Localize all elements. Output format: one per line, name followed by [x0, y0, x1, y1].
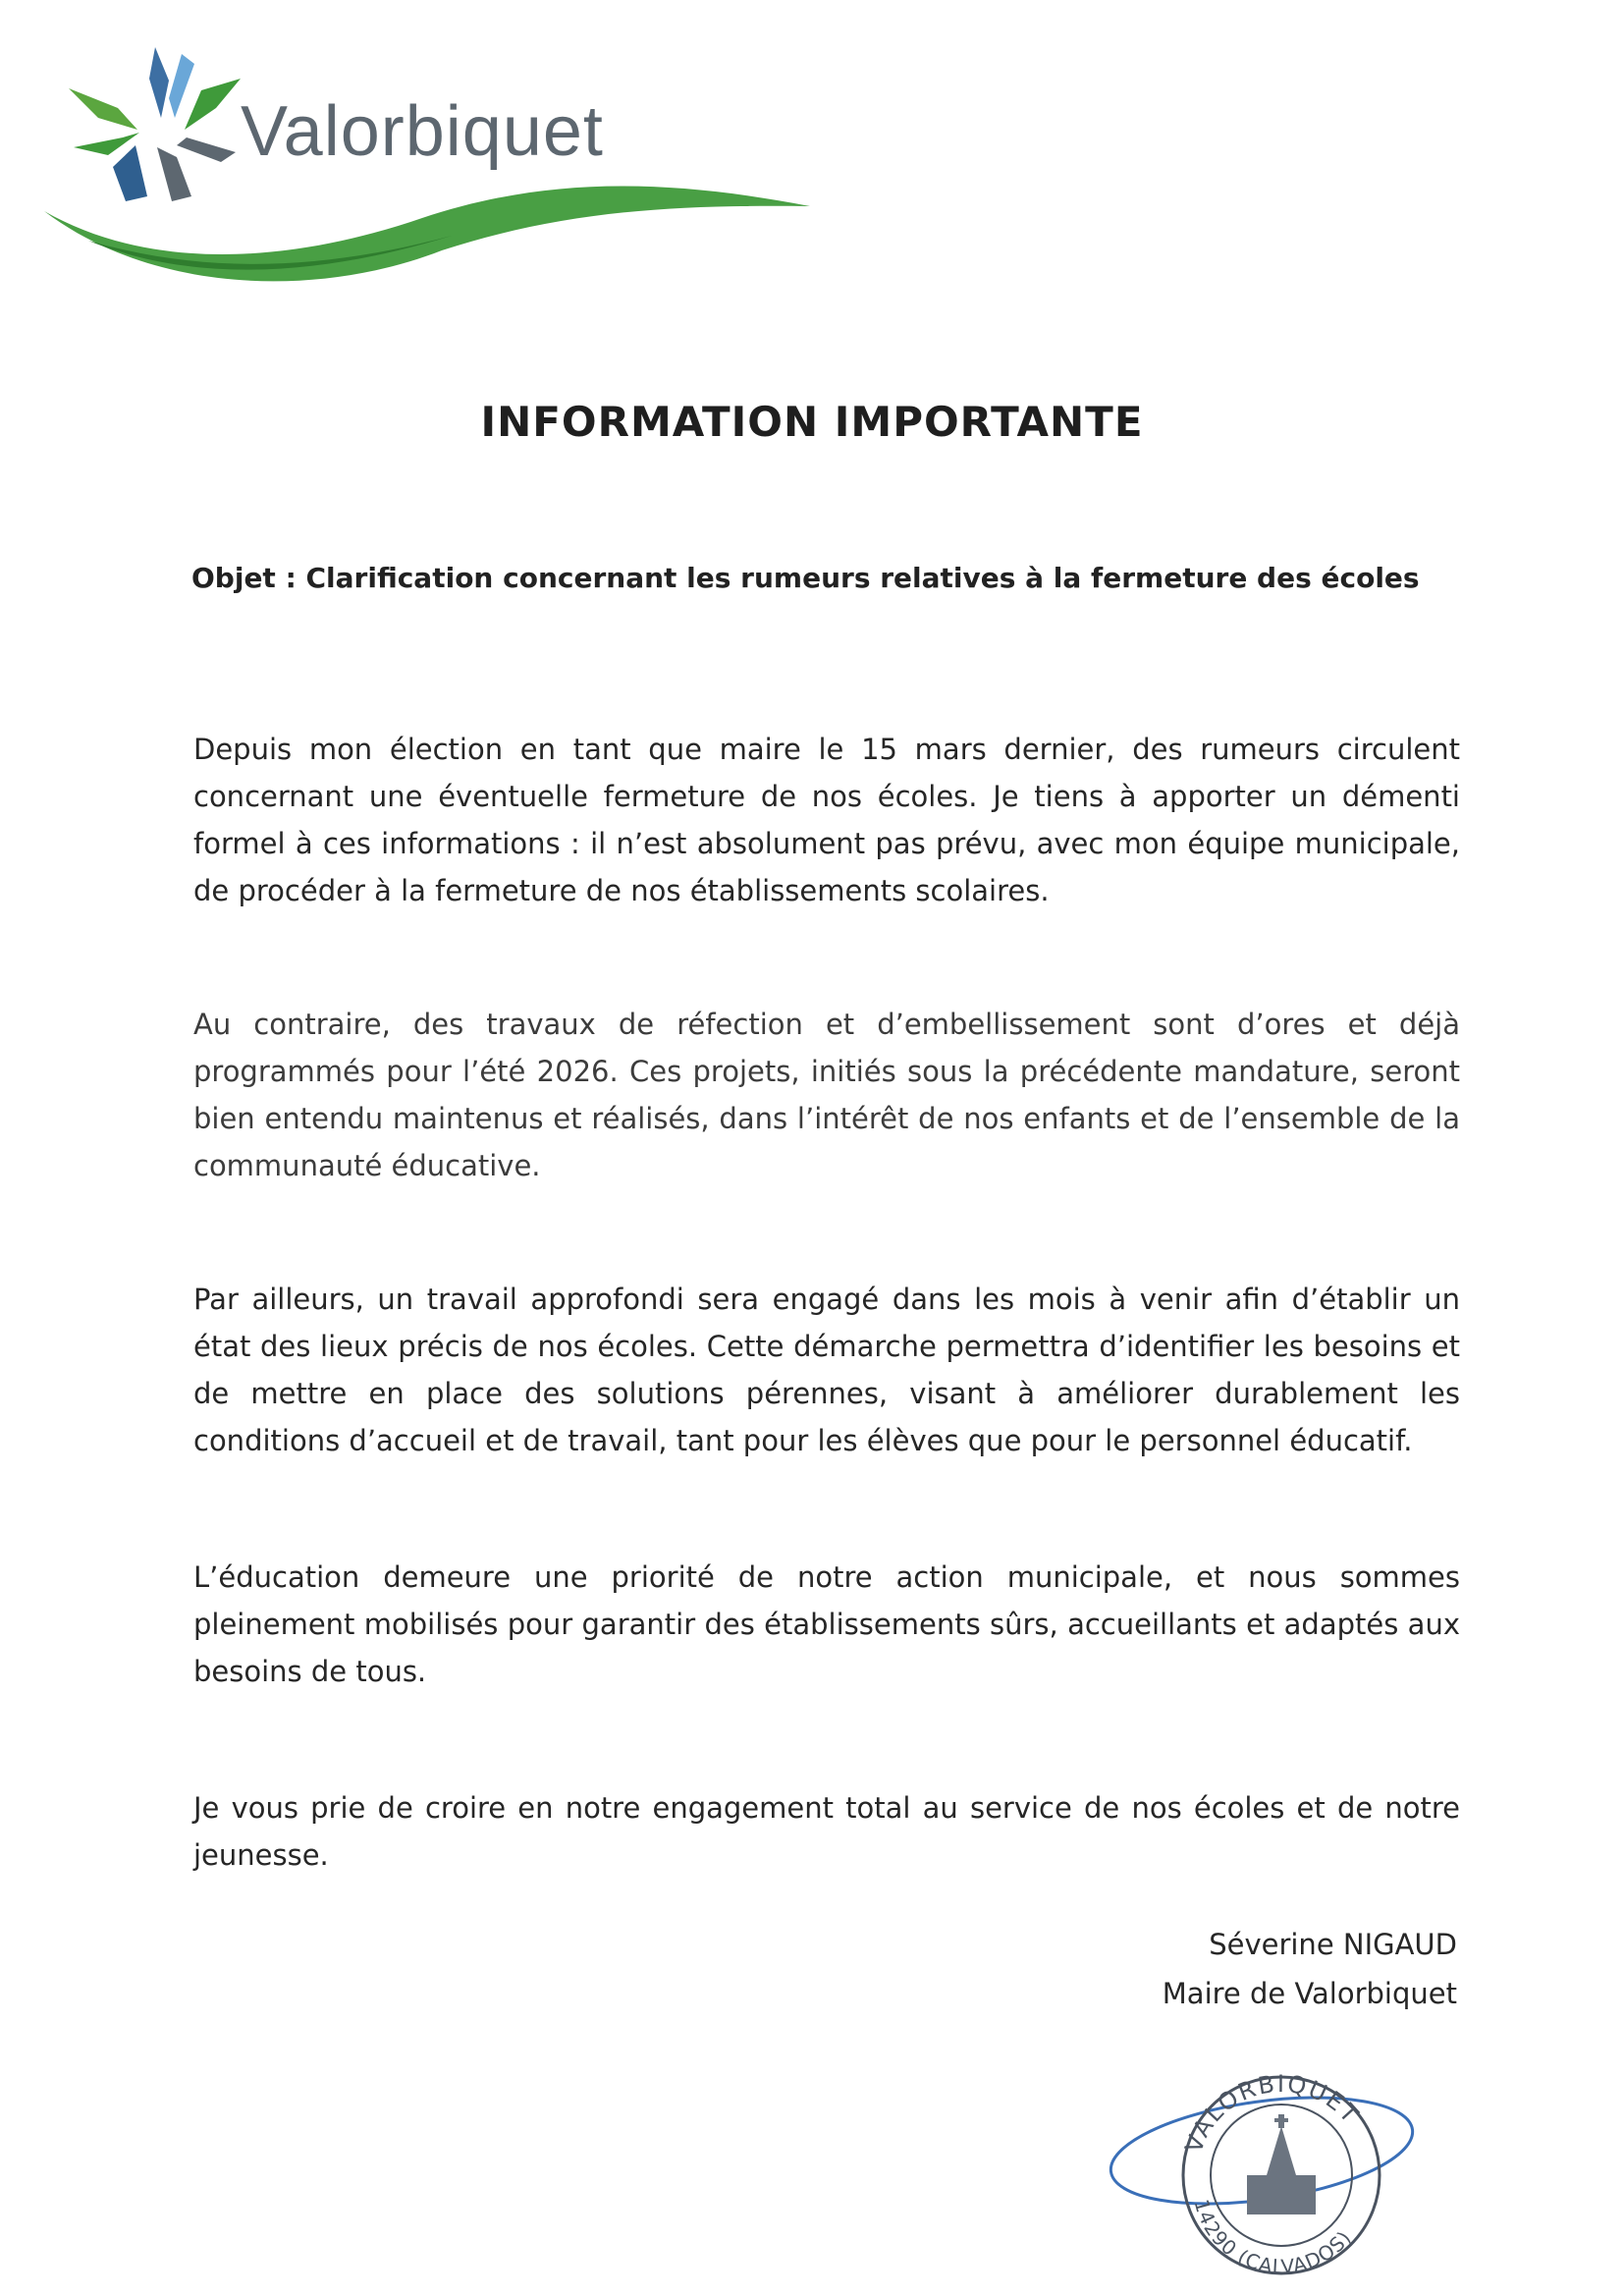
signatory-name: Séverine NIGAUD — [1209, 1928, 1457, 1961]
snowflake-emblem-icon — [69, 47, 241, 201]
church-icon — [1247, 2114, 1316, 2214]
stamp-top-text: VALORBIQUET — [1179, 2069, 1365, 2157]
paragraph-5: Je vous prie de croire en notre engagement total au service de nos écoles et de notre jeunesse. — [193, 1791, 1460, 1872]
page-title: INFORMATION IMPORTANTE — [480, 398, 1144, 446]
paragraph-3: Par ailleurs, un travail approfondi sera engagé dans les mois à venir afin d’établir un état des lieux précis de nos écoles. Cette démarche permettra d’identifier les besoins et de mettre en place des solutions pérennes, visant à améliorer durablement les conditions d’accueil et de travail, tant pour les élèves que pour le personnel éducatif. — [193, 1283, 1460, 1457]
municipal-stamp — [1100, 2057, 1424, 2283]
stamp-bottom-text: 14290 (CALVADOS) — [1189, 2196, 1357, 2279]
valorbiquet-logo — [29, 39, 835, 295]
paragraph-2: Au contraire, des travaux de réfection et d’embellissement sont d’ores et déjà programmés pour l’été 2026. Ces projets, initiés sous la précédente mandature, seront bien entendu maintenus et réalisés, dans l’intérêt de nos enfants et de l’ensemble de la communauté éducative. — [193, 1008, 1460, 1182]
paragraph-4: L’éducation demeure une priorité de notre action municipale, et nous sommes pleinement mobilisés pour garantir des établissements sûrs, accueillants et adaptés aux besoins de tous. — [193, 1560, 1460, 1688]
signatory-role: Maire de Valorbiquet — [1162, 1977, 1457, 2010]
signature-block — [1163, 1920, 1457, 2018]
logo-wordmark: Valorbiquet — [241, 92, 604, 171]
subject-line: Objet : Clarification concernant les rumeurs relatives à la fermeture des écoles — [191, 562, 1420, 594]
paragraph-1: Depuis mon élection en tant que maire le 15 mars dernier, des rumeurs circulent concernant une éventuelle fermeture de nos écoles. Je tiens à apporter un démenti formel à ces informations : il n’est absolument pas prévu, avec mon équipe municipale, de procéder à la fermeture de nos établissements scolaires. — [193, 733, 1460, 907]
